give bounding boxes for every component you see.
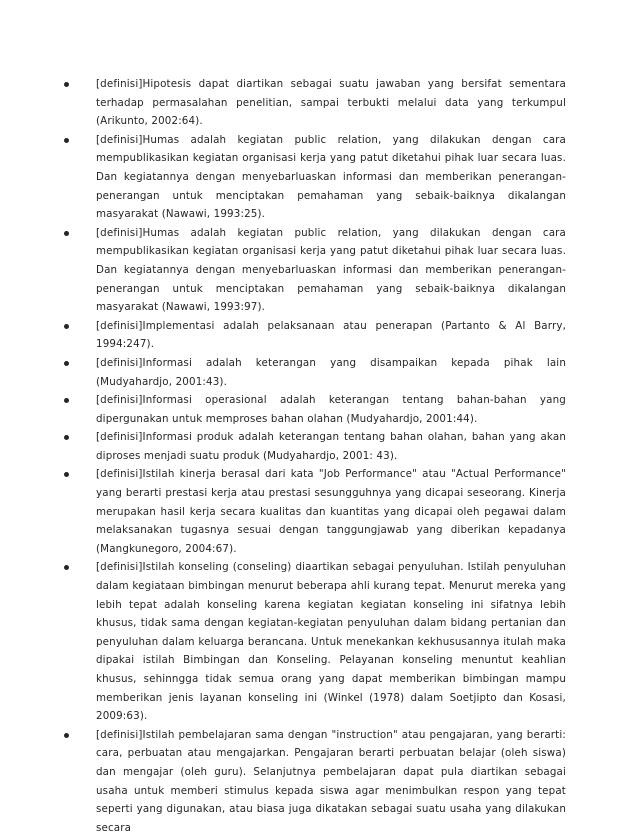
list-item xyxy=(64,354,566,391)
list-item xyxy=(64,317,566,354)
bullet-icon xyxy=(64,472,69,477)
bullet-icon xyxy=(64,435,69,440)
definition-text: [definisi]Humas adalah kegiatan public relation, yang dilakukan dengan cara mempublikasikan kegiatan organisasi kerja yang patut diketahui pihak luar secara luas. Dan kegiatannya dengan menyebarluaskan informasi dan memberikan penerangan-penerangan untuk menciptakan pemahaman yang sebaik-baiknya dikalangan masyarakat (Nawawi, 1993:25). xyxy=(96,133,566,221)
list-item xyxy=(64,726,566,837)
list-item xyxy=(64,428,566,465)
bullet-icon xyxy=(64,231,69,236)
definition-text: [definisi]Humas adalah kegiatan public relation, yang dilakukan dengan cara mempublikasikan kegiatan organisasi kerja yang patut diketahui pihak luar secara luas. Dan kegiatannya dengan menyebarluaskan informasi dan memberikan penerangan-penerangan untuk menciptakan pemahaman yang sebaik-baiknya dikalangan masyarakat (Nawawi, 1993:97). xyxy=(96,226,566,314)
list-item xyxy=(64,465,566,558)
definition-text: [definisi]Istilah konseling (conseling) diaartikan sebagai penyuluhan. Istilah penyuluhan dalam kegiataan bimbingan menurut beberapa ahli kurang tepat. Menurut mereka yang lebih tepat adalah konseling karena kegiatan kegiatan konseling ini sifatnya lebih khusus, tidak sama dengan kegiatan-kegiatan penyuluhan dalam bidang pertanian dan penyuluhan dalam keluarga berancana. Untuk menekankan kekhususannya itulah maka dipakai istilah Bimbingan dan Konseling. Pelayanan konseling menuntut keahlian khusus, sehinngga tidak semua orang yang dapat memberikan bimbingan mampu memberikan jenis layanan konseling ini (Winkel (1978) dalam Soetjipto dan Kosasi, 2009:63). xyxy=(96,561,566,723)
definition-text: [definisi]Istilah kinerja berasal dari kata "Job Performance" atau "Actual Performance" yang berarti prestasi kerja atau prestasi sesungguhnya yang dicapai seseorang. Kinerja merupakan hasil kerja secara kualitas dan kuantitas yang dicapai oleh pegawai dalam melaksanakan tugasnya sesuai dengan tanggungjawab yang diberikan kepadanya (Mangkunegoro, 2004:67). xyxy=(96,468,566,555)
definition-text: [definisi]Informasi produk adalah keterangan tentang bahan olahan, bahan yang akan diproses menjadi suatu produk (Mudyahardjo, 2001: 43). xyxy=(96,431,566,462)
list-item xyxy=(64,131,566,224)
list-item xyxy=(64,224,566,317)
bullet-icon xyxy=(64,82,69,87)
list-item xyxy=(64,391,566,428)
bullet-icon xyxy=(64,733,69,738)
list-item xyxy=(64,75,566,131)
definition-list xyxy=(64,75,566,837)
definition-text: [definisi]Hipotesis dapat diartikan sebagai suatu jawaban yang bersifat sementara terhadap permasalahan penelitian, sampai terbukti melalui data yang terkumpul (Arikunto, 2002:64). xyxy=(96,78,566,128)
definition-text: [definisi]Informasi adalah keterangan yang disampaikan kepada pihak lain (Mudyahardjo, 2001:43). xyxy=(96,356,566,388)
bullet-icon xyxy=(64,398,69,403)
bullet-icon xyxy=(64,361,69,366)
bullet-icon xyxy=(64,565,69,570)
definition-text: [definisi]Istilah pembelajaran sama dengan "instruction" atau pengajaran, yang berarti: cara, perbuatan atau mengajarkan. Pengajaran berarti perbuatan belajar (oleh siswa) dan mengajar (oleh guru). Selanjutnya pembelajaran dapat pula diartikan sebagai usaha untuk memberi stimulus kepada siswa agar menimbulkan respon yang tepat seperti yang digunakan, atau biasa juga dikatakan sebagai suatu usaha yang dilakukan secara xyxy=(96,728,566,834)
definition-text: [definisi]Informasi operasional adalah keterangan tentang bahan-bahan yang dipergunakan untuk memproses bahan olahan (Mudyahardjo, 2001:44). xyxy=(96,394,566,425)
bullet-icon xyxy=(64,324,69,329)
definition-text: [definisi]Implementasi adalah pelaksanaan atau penerapan (Partanto & Al Barry, 1994:247). xyxy=(96,319,566,351)
list-item xyxy=(64,558,566,725)
bullet-icon xyxy=(64,138,69,143)
